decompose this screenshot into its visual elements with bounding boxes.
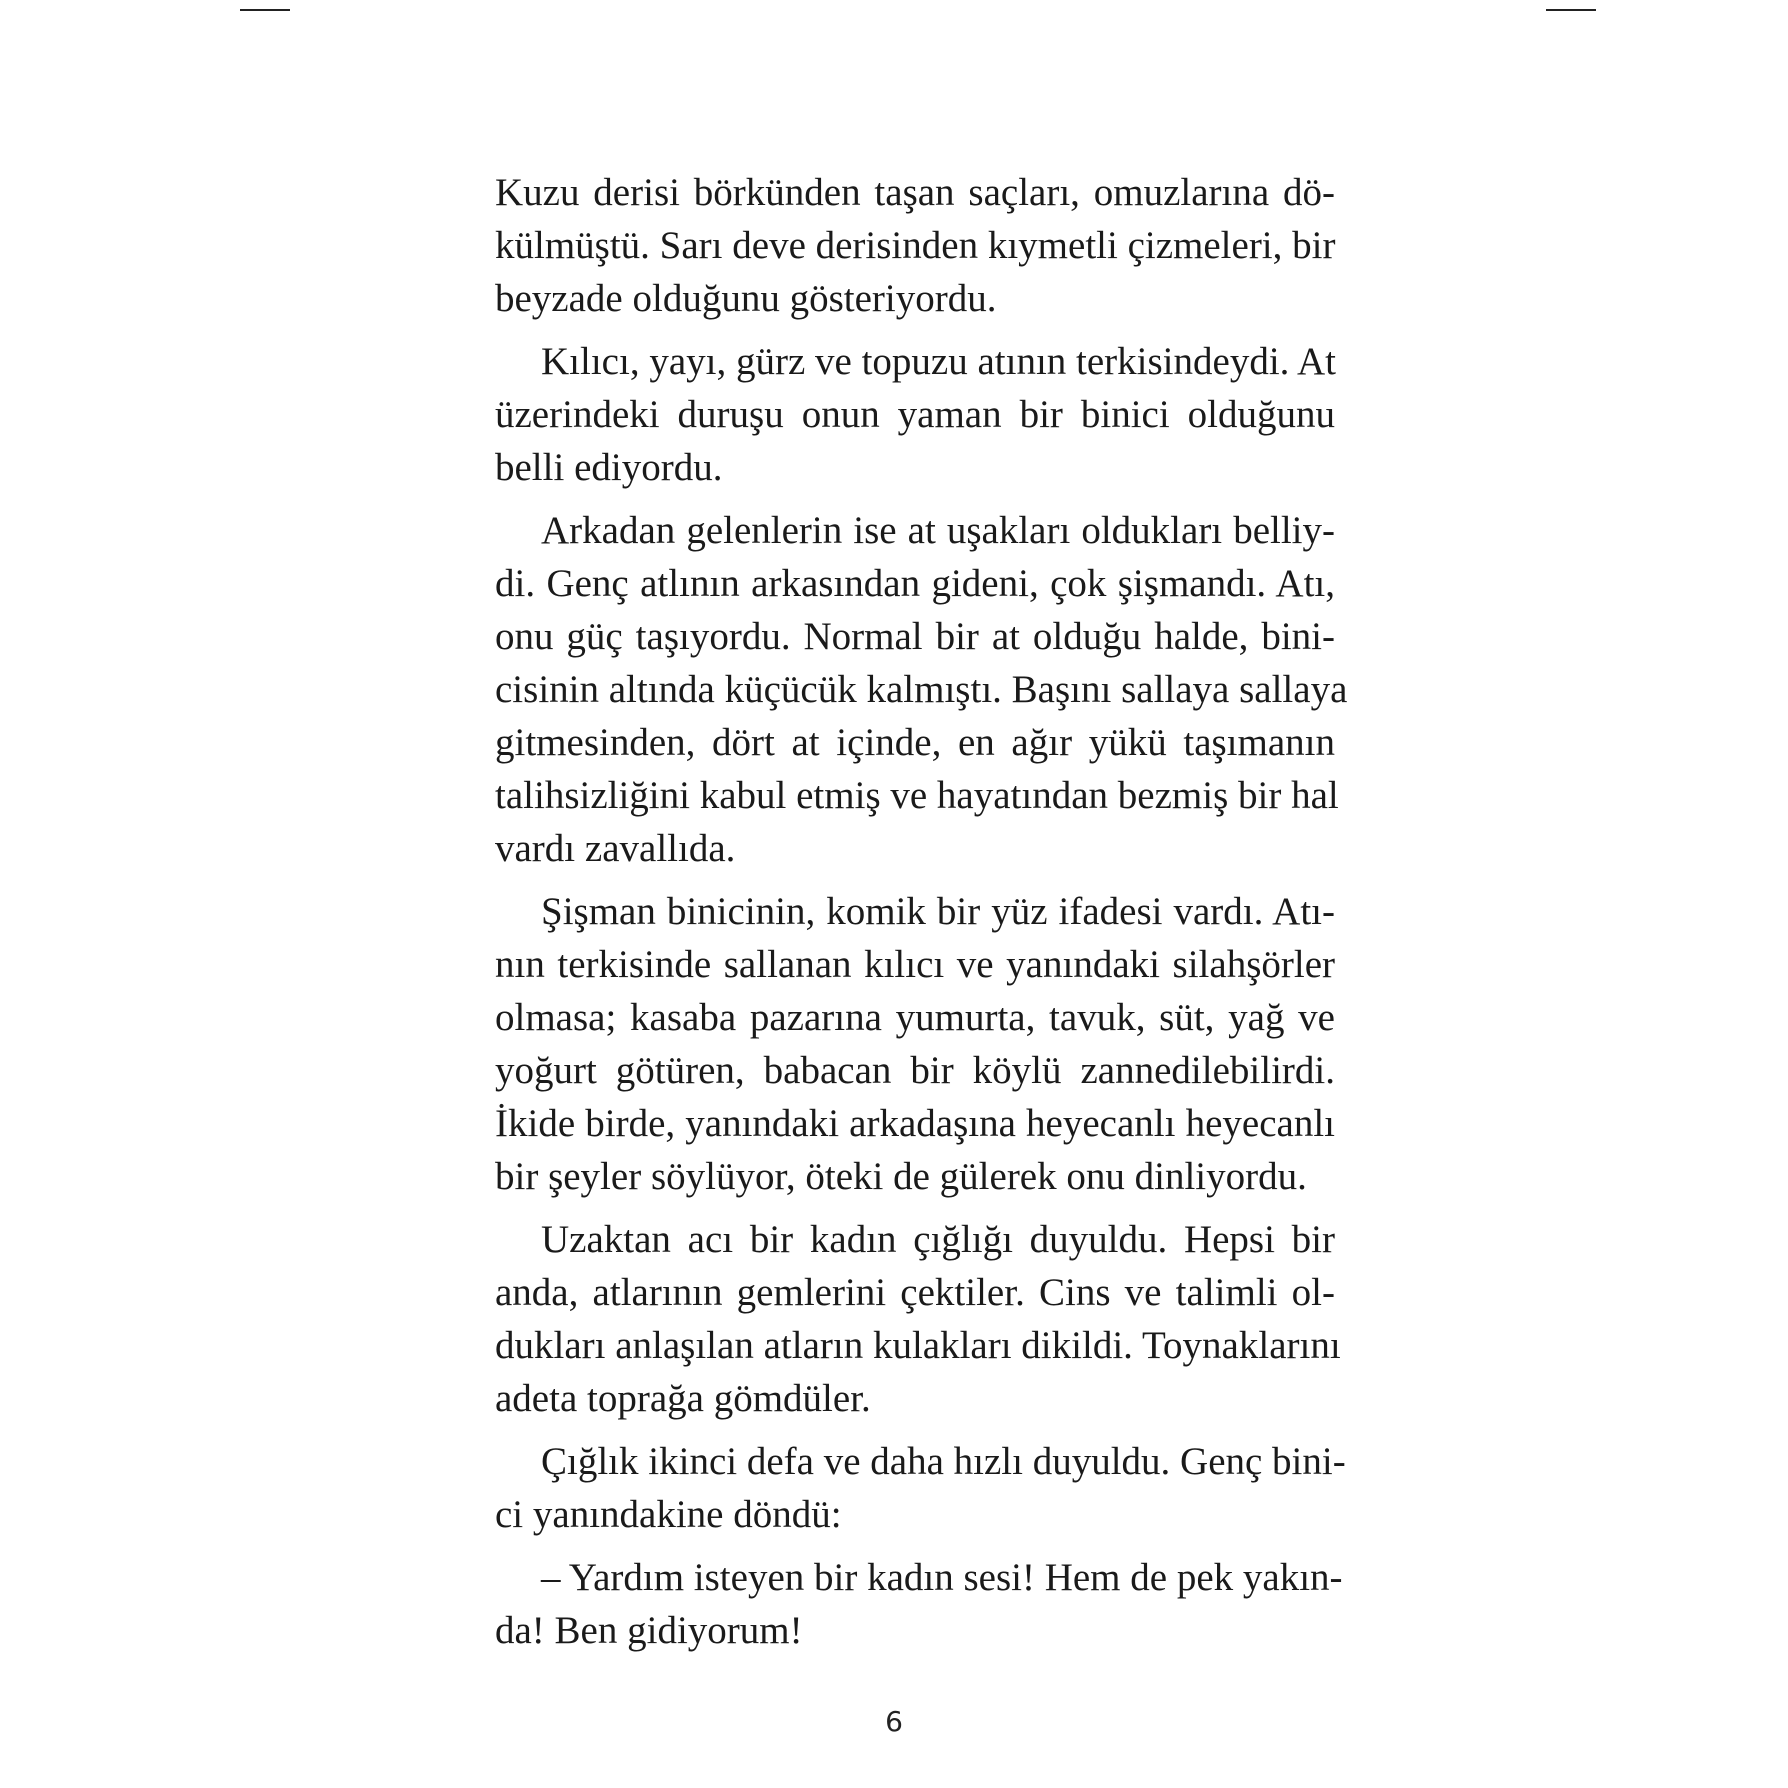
text-line: yoğurt götüren, babacan bir köylü zannedilebilirdi. — [495, 1049, 1335, 1092]
body-text — [495, 166, 1348, 1667]
text-line: bir şeyler söylüyor, öteki de gülerek onu dinliyordu. — [495, 1155, 1307, 1198]
text-line: belli ediyordu. — [495, 446, 723, 489]
text-line: onu güç taşıyordu. Normal bir at olduğu halde, bini- — [495, 615, 1335, 658]
text-line: cisinin altında küçücük kalmıştı. Başını sallaya sallaya — [495, 668, 1348, 711]
text-line: nın terkisinde sallanan kılıcı ve yanındaki silahşörler — [495, 943, 1335, 986]
paragraph-4 — [495, 885, 1335, 1203]
text-line: Kuzu derisi börkünden taşan saçları, omuzlarına dö- — [495, 171, 1335, 214]
text-line: Kılıcı, yayı, gürz ve topuzu atının terkisindeydi. At — [541, 340, 1337, 383]
paragraph-1 — [495, 166, 1335, 325]
text-line: ci yanındakine döndü: — [495, 1493, 842, 1536]
text-line: Arkadan gelenlerin ise at uşakları oldukları belliy- — [541, 509, 1335, 552]
paragraph-7 — [495, 1551, 1343, 1657]
text-line: di. Genç atlının arkasından gideni, çok şişmandı. Atı, — [495, 562, 1335, 605]
paragraph-6 — [495, 1435, 1346, 1541]
text-line: beyzade olduğunu gösteriyordu. — [495, 277, 997, 320]
text-line: gitmesinden, dört at içinde, en ağır yükü taşımanın — [495, 721, 1335, 764]
text-line: Uzaktan acı bir kadın çığlığı duyuldu. Hepsi bir — [541, 1218, 1335, 1261]
text-line: İkide birde, yanındaki arkadaşına heyecanlı heyecanlı — [495, 1102, 1335, 1145]
paragraph-3 — [495, 504, 1348, 875]
text-line: adeta toprağa gömdüler. — [495, 1377, 871, 1420]
text-line: Şişman binicinin, komik bir yüz ifadesi vardı. Atı- — [541, 890, 1335, 933]
page-number: 6 — [885, 1705, 903, 1738]
text-line: talihsizliğini kabul etmiş ve hayatından bezmiş bir hal — [495, 774, 1339, 817]
text-line: vardı zavallıda. — [495, 827, 736, 870]
text-line: üzerindeki duruşu onun yaman bir binici olduğunu — [495, 393, 1335, 436]
text-line: külmüştü. Sarı deve derisinden kıymetli çizmeleri, bir — [495, 224, 1336, 267]
text-line: – Yardım isteyen bir kadın sesi! Hem de pek yakın- — [541, 1556, 1343, 1599]
text-line: anda, atlarının gemlerini çektiler. Cins ve talimli ol- — [495, 1271, 1335, 1314]
text-line: Çığlık ikinci defa ve daha hızlı duyuldu. Genç bini- — [541, 1440, 1346, 1483]
paragraph-5 — [495, 1213, 1341, 1425]
crop-mark-left — [240, 9, 290, 11]
crop-mark-right — [1546, 9, 1596, 11]
text-line: da! Ben gidiyorum! — [495, 1609, 803, 1652]
paragraph-2 — [495, 335, 1335, 494]
text-line: dukları anlaşılan atların kulakları dikildi. Toynaklarını — [495, 1324, 1341, 1367]
text-line: olmasa; kasaba pazarına yumurta, tavuk, süt, yağ ve — [495, 996, 1335, 1039]
